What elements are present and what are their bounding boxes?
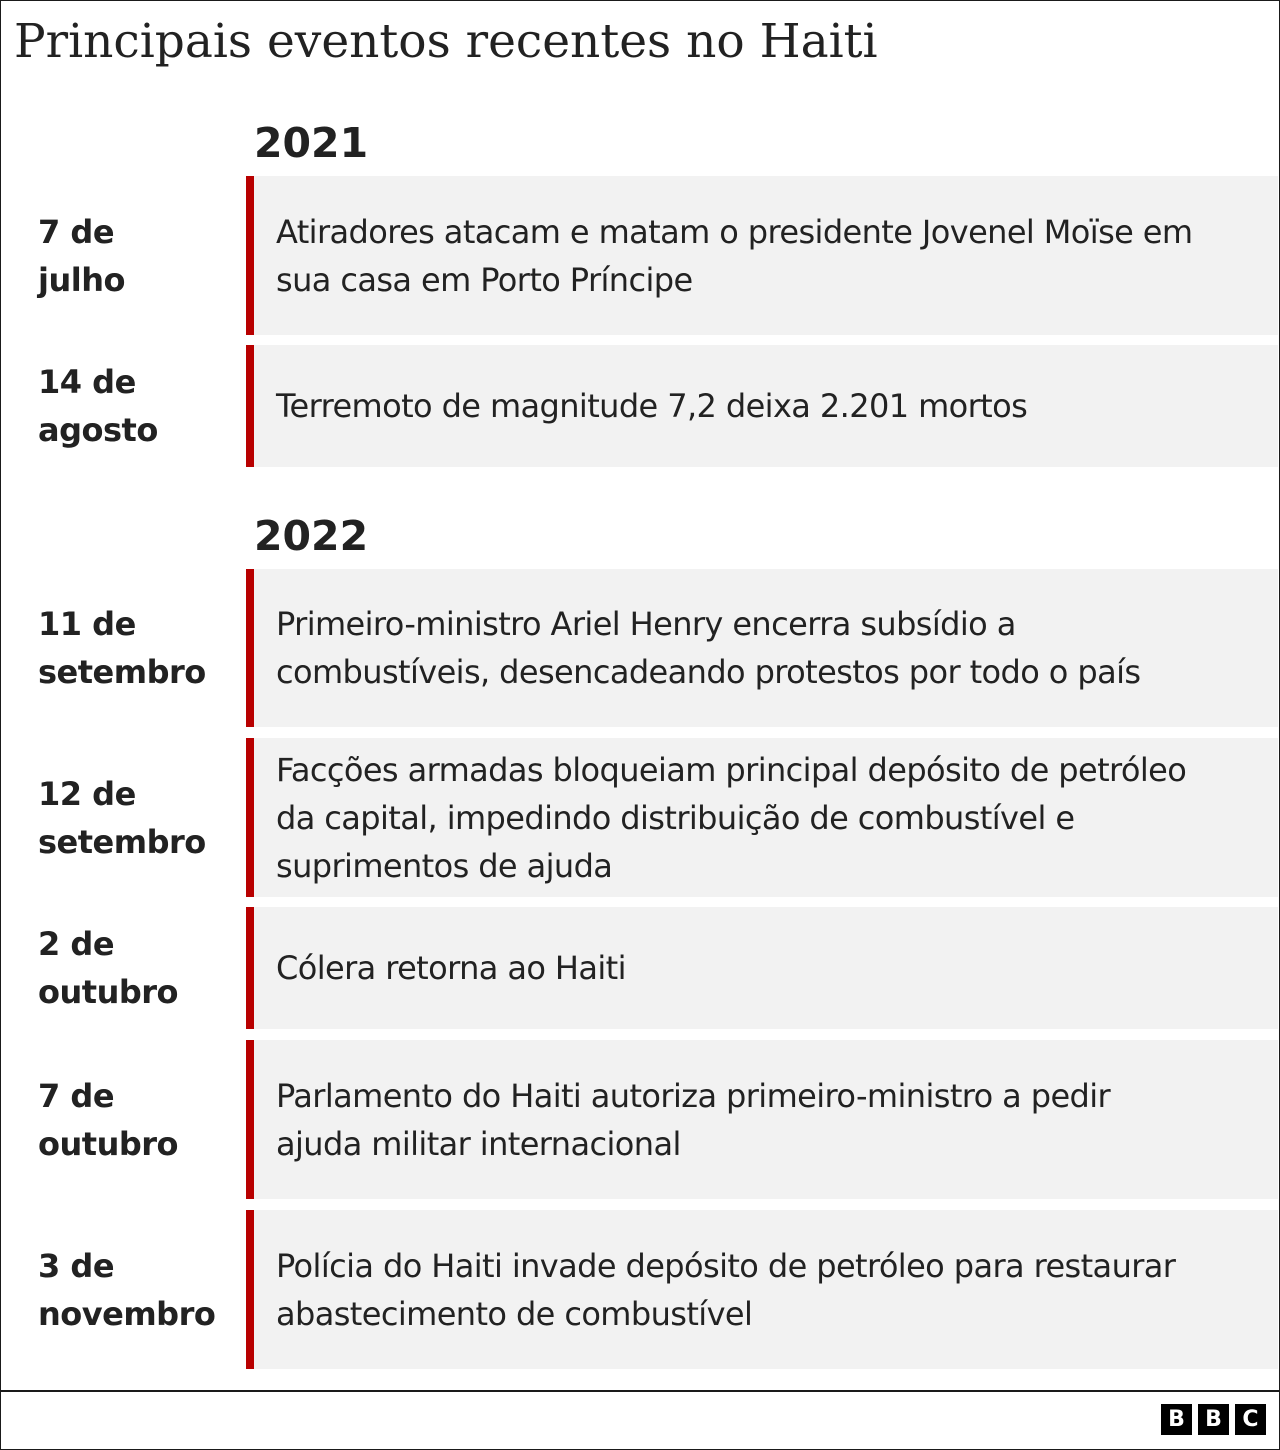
timeline-event (0, 176, 1278, 335)
timeline-marker-bar (246, 176, 254, 335)
bbc-logo (1161, 1404, 1266, 1435)
event-box (254, 1210, 1278, 1369)
event-date: 3 de novembro (38, 1246, 216, 1333)
timeline-marker-bar (246, 345, 254, 467)
timeline-marker-bar (246, 1040, 254, 1199)
event-date: 2 de outubro (38, 925, 179, 1011)
event-box (254, 569, 1278, 727)
timeline-marker-bar (246, 569, 254, 727)
timeline-event (0, 1040, 1278, 1199)
event-description: Facções armadas bloqueiam principal depósito de petróleo da capital, impedindo distribuição de combustível e suprimentos de ajuda (276, 750, 1187, 885)
year-heading-2022: 2022 (254, 512, 369, 560)
footer-divider (0, 1390, 1280, 1392)
timeline-event (0, 345, 1278, 467)
event-box (254, 738, 1278, 897)
page-title: Principais eventos recentes no Haiti (14, 14, 878, 69)
event-description: Terremoto de magnitude 7,2 deixa 2.201 mortos (276, 387, 1028, 425)
event-box (254, 907, 1278, 1029)
event-date: 7 de julho (38, 212, 125, 299)
event-date: 7 de outubro (38, 1076, 179, 1163)
event-date: 11 de setembro (38, 605, 206, 691)
event-date: 12 de setembro (38, 774, 206, 861)
timeline-marker-bar (246, 1210, 254, 1369)
timeline-event (0, 738, 1278, 897)
year-heading-2021: 2021 (254, 119, 369, 167)
event-description: Parlamento do Haiti autoriza primeiro-ministro a pedir ajuda militar internacional (276, 1076, 1111, 1163)
timeline-event (0, 569, 1278, 727)
event-description: Primeiro-ministro Ariel Henry encerra subsídio a combustíveis, desencadeando protestos por todo o país (276, 605, 1141, 691)
event-box (254, 176, 1278, 335)
bbc-logo-letter-b2: B (1198, 1404, 1229, 1435)
timeline-event (0, 1210, 1278, 1369)
event-box (254, 345, 1278, 467)
event-date: 14 de agosto (38, 363, 158, 449)
bbc-logo-letter-b1: B (1161, 1404, 1192, 1435)
timeline-marker-bar (246, 907, 254, 1029)
event-box (254, 1040, 1278, 1199)
event-description: Polícia do Haiti invade depósito de petróleo para restaurar abastecimento de combustível (276, 1246, 1176, 1333)
event-description: Cólera retorna ao Haiti (276, 949, 626, 987)
timeline-event (0, 907, 1278, 1029)
bbc-logo-letter-c: C (1235, 1404, 1266, 1435)
timeline-marker-bar (246, 738, 254, 897)
event-description: Atiradores atacam e matam o presidente Jovenel Moïse em sua casa em Porto Príncipe (276, 212, 1193, 299)
